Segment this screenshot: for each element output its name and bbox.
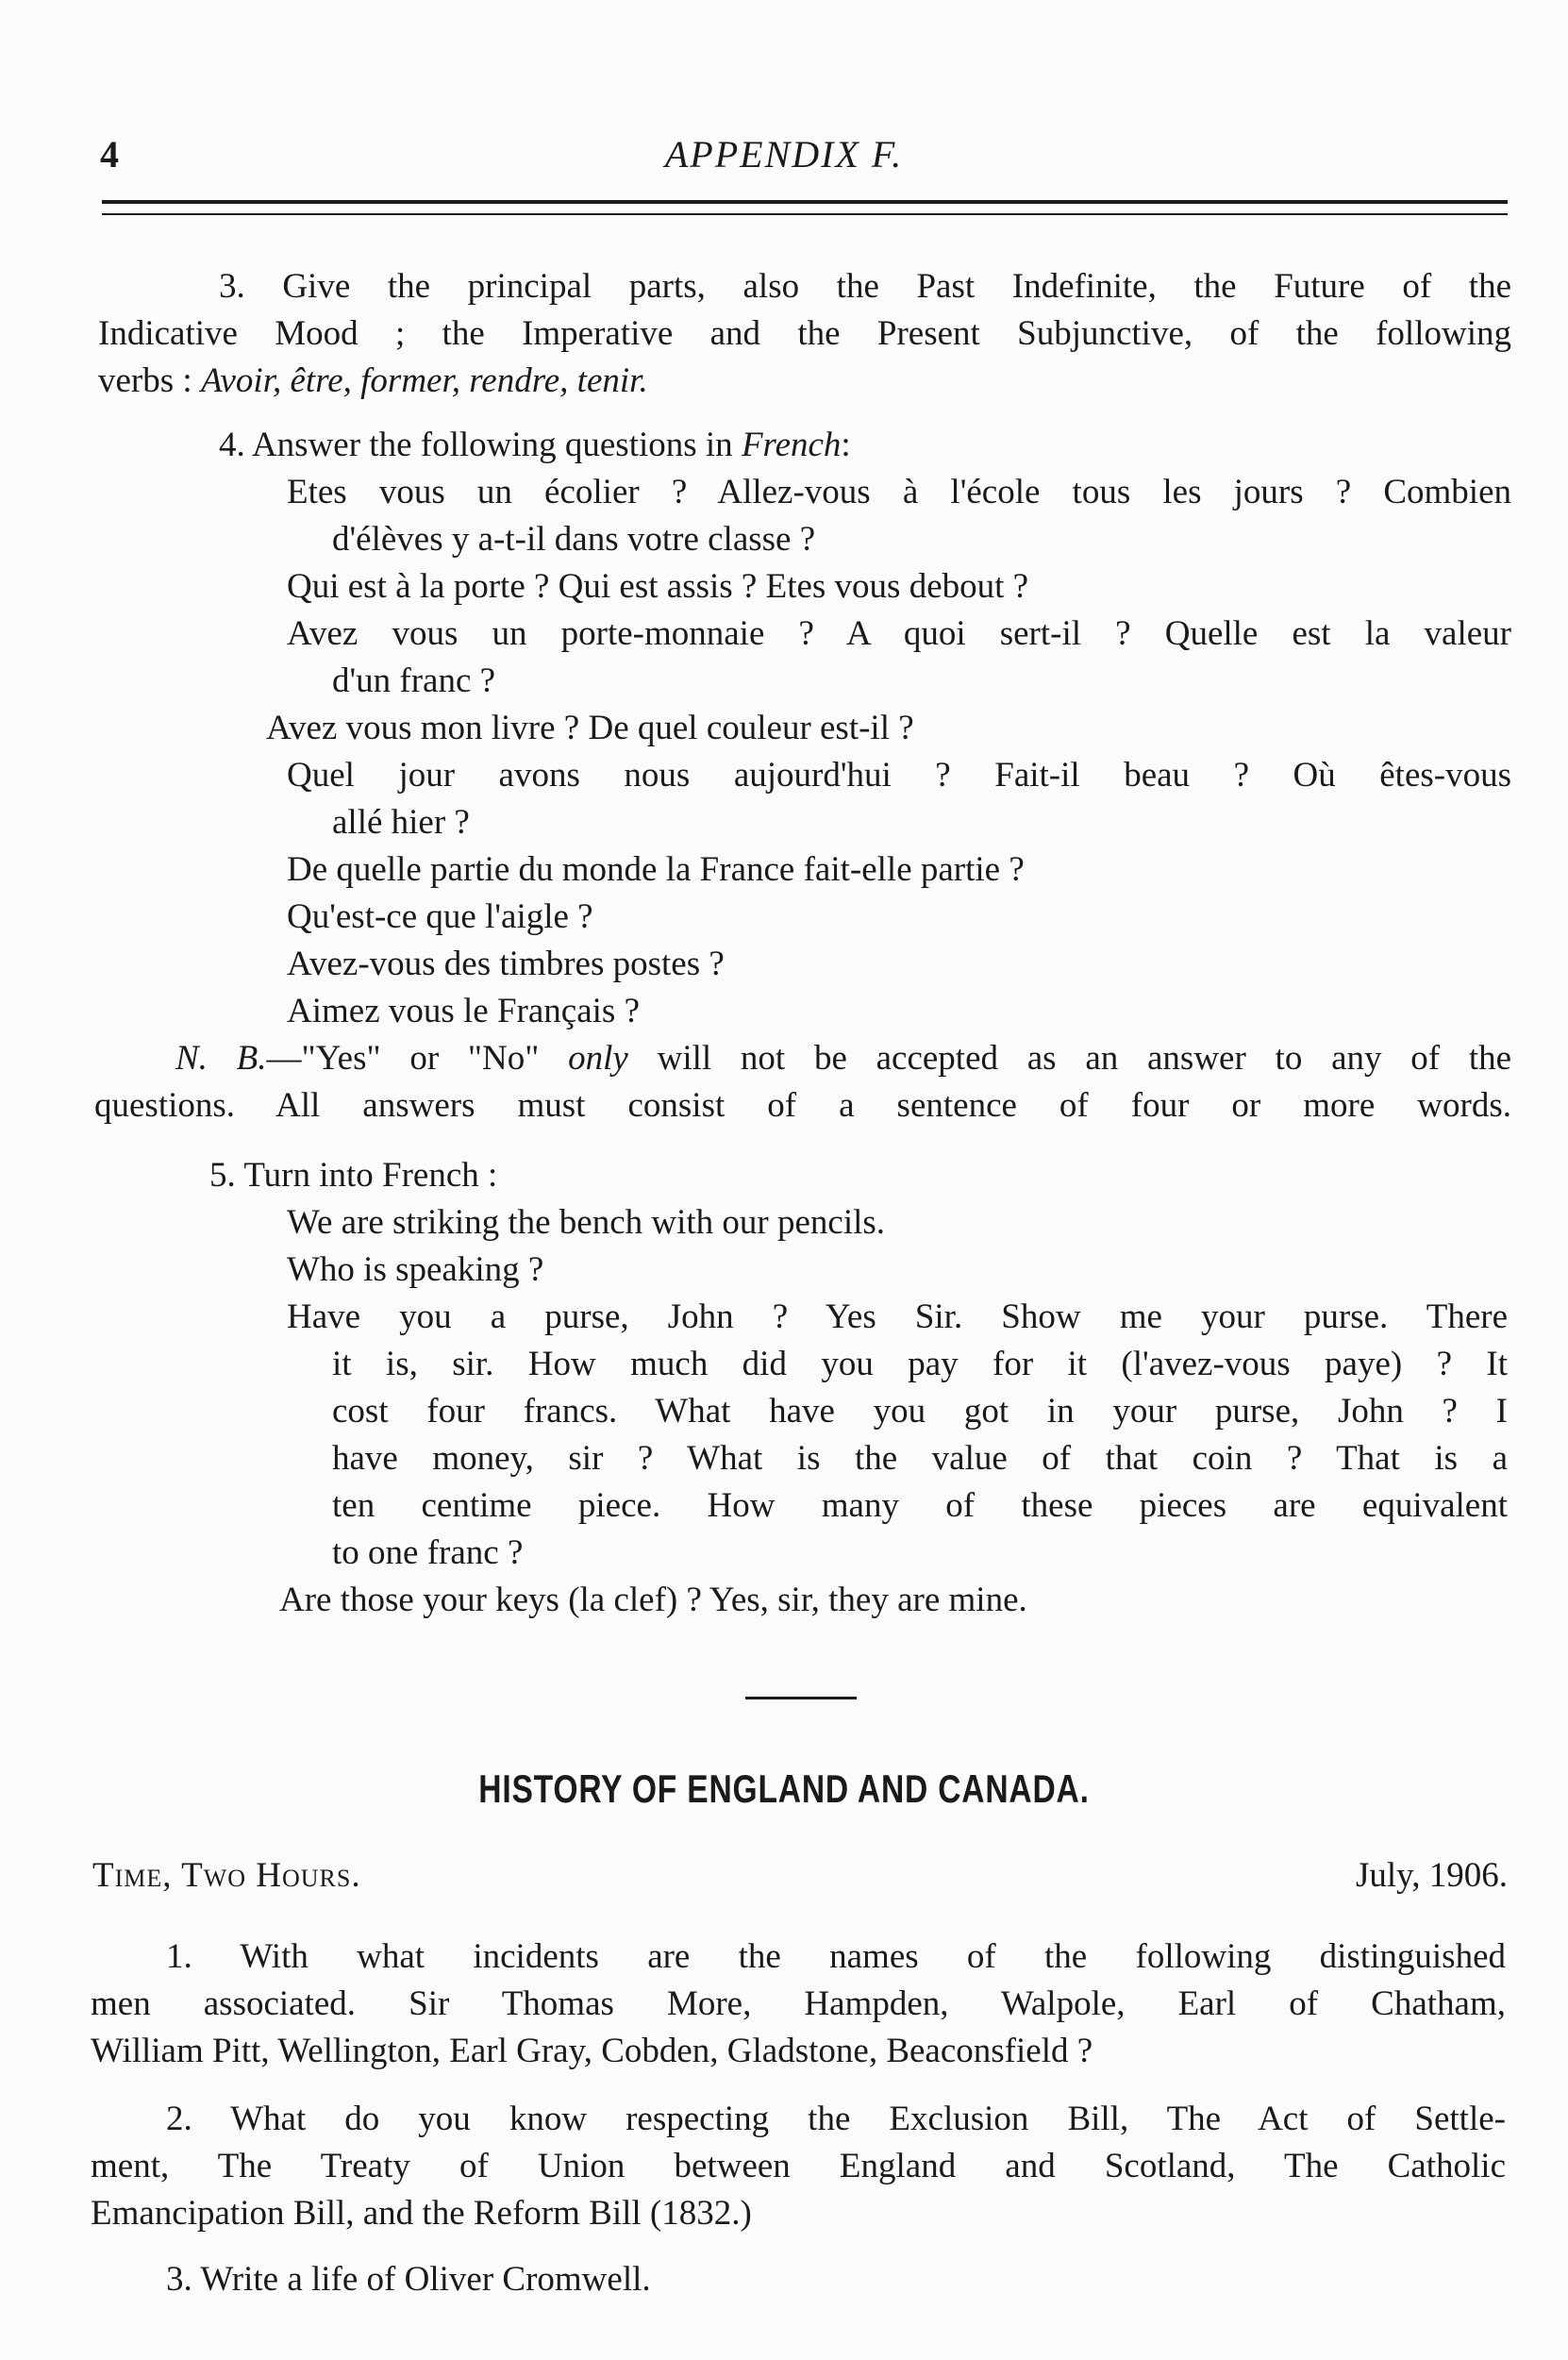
french-q5-line: Are those your keys (la clef) ? Yes, sir, they are mine. (279, 1581, 1027, 1619)
french-q4-intro (219, 423, 851, 468)
french-q4-intro-text: 4. Answer the following questions in (219, 426, 733, 464)
french-q3-verbs: Avoir, être, former, rendre, tenir. (200, 361, 648, 400)
french-q4-line: d'élèves y a-t-il dans votre classe ? (332, 520, 816, 559)
nb-line-1 (175, 1036, 1511, 1081)
history-q2-line: Emancipation Bill, and the Reform Bill (1832.) (91, 2194, 752, 2233)
history-q1-line: 1. With what incidents are the names of the following distinguished (166, 1937, 1506, 1976)
french-q5-line: ten centime piece. How many of these pieces are equivalent (332, 1486, 1508, 1525)
french-q3-verbs-label: verbs : (98, 361, 192, 400)
header-rule-thin (102, 213, 1508, 215)
nb-label: N. B. (175, 1039, 267, 1078)
section-divider (745, 1697, 857, 1699)
french-q4-line: Quel jour avons nous aujourd'hui ? Fait-il beau ? Où êtes-vous (287, 756, 1511, 795)
french-q3-line-3 (98, 359, 648, 404)
french-q5-line: 5. Turn into French : (209, 1156, 498, 1195)
header-rule-thick (102, 200, 1508, 204)
french-q5-line: to one franc ? (332, 1533, 524, 1572)
french-q4-line: De quelle partie du monde la France fait-elle partie ? (287, 850, 1025, 889)
french-q4-intro-end: : (841, 426, 851, 464)
french-q4-line: Avez vous un porte-monnaie ? A quoi sert-il ? Quelle est la valeur (287, 614, 1511, 653)
running-title: APPENDIX F. (664, 133, 904, 176)
french-q4-line: Etes vous un écolier ? Allez-vous à l'école tous les jours ? Combien (287, 473, 1511, 511)
exam-time: Time, Two Hours. (92, 1856, 361, 1895)
exam-date: July, 1906. (1355, 1856, 1508, 1895)
running-header (94, 132, 1474, 189)
french-q5-line: Have you a purse, John ? Yes Sir. Show me your purse. There (287, 1297, 1508, 1336)
french-q4-line: allé hier ? (332, 803, 470, 842)
history-q3-line: 3. Write a life of Oliver Cromwell. (166, 2260, 651, 2299)
french-q4-line: Avez vous mon livre ? De quel couleur est-il ? (266, 709, 914, 747)
history-q2-line: ment, The Treaty of Union between England and Scotland, The Catholic (91, 2147, 1506, 2185)
nb-text-2: will not be accepted as an answer to any of the (657, 1039, 1512, 1078)
french-q4-line: Aimez vous le Français ? (287, 992, 640, 1030)
section-title: HISTORY OF ENGLAND AND CANADA. (478, 1766, 1090, 1811)
french-q5-line: it is, sir. How much did you pay for it (l'avez-vous paye) ? It (332, 1345, 1508, 1383)
french-q3-line-1: 3. Give the principal parts, also the Past Indefinite, the Future of the (219, 267, 1511, 306)
nb-line-2: questions. All answers must consist of a sentence of four or more words. (94, 1086, 1511, 1125)
nb-only: only (568, 1039, 628, 1078)
history-q1-line: men associated. Sir Thomas More, Hampden, Walpole, Earl of Chatham, (91, 1984, 1506, 2023)
history-q1-line: William Pitt, Wellington, Earl Gray, Cobden, Gladstone, Beaconsfield ? (91, 2032, 1093, 2070)
history-q2-line: 2. What do you know respecting the Exclusion Bill, The Act of Settle- (166, 2100, 1506, 2138)
french-q3-line-2: Indicative Mood ; the Imperative and the Present Subjunctive, of the following (98, 314, 1511, 353)
page-number: 4 (100, 133, 119, 176)
french-q4-line: Qu'est-ce que l'aigle ? (287, 897, 593, 936)
french-q5-line: We are striking the bench with our pencils. (287, 1203, 886, 1242)
french-q4-line: d'un franc ? (332, 661, 496, 700)
french-q5-line: have money, sir ? What is the value of that coin ? That is a (332, 1439, 1508, 1478)
french-q5-line: Who is speaking ? (287, 1250, 544, 1289)
french-q4-line: Avez-vous des timbres postes ? (287, 945, 725, 983)
nb-text-1: —"Yes" or "No" (266, 1039, 540, 1078)
french-q4-line: Qui est à la porte ? Qui est assis ? Etes vous debout ? (287, 567, 1029, 606)
french-q5-line: cost four francs. What have you got in your purse, John ? I (332, 1392, 1508, 1431)
french-q4-intro-italic: French (741, 426, 842, 464)
